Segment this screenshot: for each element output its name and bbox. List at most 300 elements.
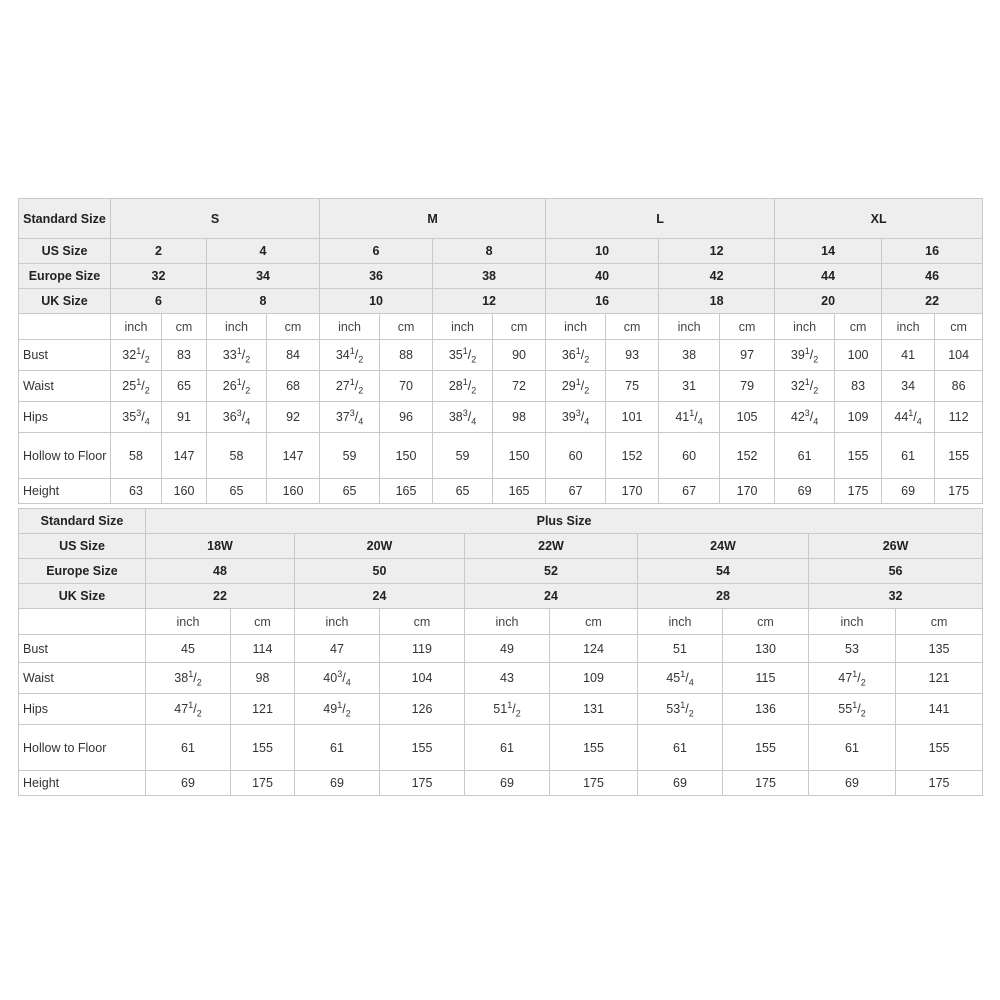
measurement-value: 150 bbox=[493, 433, 546, 479]
whole-part: 42 bbox=[790, 410, 805, 424]
fraction-slash: / bbox=[241, 410, 246, 424]
measurement-value: 175 bbox=[231, 771, 295, 796]
measurement-value: 69 bbox=[775, 479, 835, 504]
measurement-value bbox=[146, 694, 231, 725]
measurement-value: 155 bbox=[723, 725, 809, 771]
fraction-numerator: 1 bbox=[462, 376, 468, 387]
size-value: 22 bbox=[882, 289, 983, 314]
measurement-label: Height bbox=[19, 771, 146, 796]
fraction-denominator: 2 bbox=[471, 354, 477, 365]
measurement-value: 58 bbox=[207, 433, 267, 479]
size-value: 56 bbox=[809, 559, 983, 584]
unit-inch: inch bbox=[111, 314, 162, 340]
measurement-value: 65 bbox=[207, 479, 267, 504]
unit-inch: inch bbox=[638, 609, 723, 635]
fraction-slash: / bbox=[685, 702, 689, 716]
fraction-numerator: 1 bbox=[136, 376, 142, 387]
measurement-value: 69 bbox=[809, 771, 896, 796]
fraction-numerator: 3 bbox=[804, 407, 810, 418]
unit-cm: cm bbox=[723, 609, 809, 635]
fraction-denominator: 2 bbox=[471, 385, 477, 396]
measurement-value: 97 bbox=[720, 340, 775, 371]
fraction-numerator: 3 bbox=[136, 407, 142, 418]
measurement-value: 131 bbox=[550, 694, 638, 725]
fraction-numerator: 1 bbox=[236, 376, 242, 387]
fraction-numerator: 1 bbox=[908, 407, 914, 418]
size-row bbox=[19, 264, 983, 289]
fraction-denominator: 2 bbox=[144, 385, 150, 396]
size-value: 24 bbox=[295, 584, 465, 609]
fraction-slash: / bbox=[809, 348, 814, 362]
unit-cm: cm bbox=[835, 314, 882, 340]
measurement-value: 155 bbox=[835, 433, 882, 479]
measurement-value: 160 bbox=[267, 479, 320, 504]
fraction-numerator: 1 bbox=[575, 345, 581, 356]
measurement-value: 119 bbox=[380, 635, 465, 663]
measurement-value: 47 bbox=[295, 635, 380, 663]
fraction-numerator: 1 bbox=[349, 345, 355, 356]
whole-part: 36 bbox=[561, 348, 576, 362]
whole-part: 40 bbox=[323, 671, 338, 685]
measurement-value: 115 bbox=[723, 663, 809, 694]
fraction-denominator: 2 bbox=[196, 677, 202, 688]
measurement-value: 69 bbox=[882, 479, 935, 504]
measurement-value: 43 bbox=[465, 663, 550, 694]
unit-inch: inch bbox=[465, 609, 550, 635]
fraction-numerator: 1 bbox=[236, 345, 242, 356]
measurement-value: 155 bbox=[380, 725, 465, 771]
fraction-numerator: 1 bbox=[337, 699, 343, 710]
plus-size-header: Plus Size bbox=[146, 509, 983, 534]
fraction-denominator: 2 bbox=[358, 354, 364, 365]
measurement-value: 175 bbox=[723, 771, 809, 796]
measurement-value: 170 bbox=[720, 479, 775, 504]
fraction-slash: / bbox=[354, 410, 359, 424]
measurement-value: 175 bbox=[835, 479, 882, 504]
measurement-value: 96 bbox=[380, 402, 433, 433]
fraction-denominator: 2 bbox=[245, 354, 251, 365]
unit-cm: cm bbox=[380, 314, 433, 340]
fraction-denominator: 2 bbox=[860, 677, 866, 688]
fraction-denominator: 2 bbox=[196, 708, 202, 719]
whole-part: 34 bbox=[335, 348, 350, 362]
unit-inch: inch bbox=[146, 609, 231, 635]
measurement-value: 69 bbox=[295, 771, 380, 796]
measurement-value: 121 bbox=[896, 663, 983, 694]
size-value: 40 bbox=[546, 264, 659, 289]
unit-inch: inch bbox=[207, 314, 267, 340]
fraction-numerator: 3 bbox=[462, 407, 468, 418]
fraction-numerator: 3 bbox=[337, 668, 343, 679]
measurement-value bbox=[207, 371, 267, 402]
measurement-label: Bust bbox=[19, 340, 111, 371]
unit-cm: cm bbox=[550, 609, 638, 635]
measurement-label: Height bbox=[19, 479, 111, 504]
whole-part: 37 bbox=[335, 410, 350, 424]
whole-part: 39 bbox=[561, 410, 576, 424]
fraction-denominator: 2 bbox=[688, 708, 694, 719]
measurement-value bbox=[207, 402, 267, 433]
measurement-value: 65 bbox=[320, 479, 380, 504]
unit-inch: inch bbox=[433, 314, 493, 340]
measurement-value bbox=[433, 340, 493, 371]
fraction-slash: / bbox=[342, 671, 346, 685]
measurement-value bbox=[433, 371, 493, 402]
measurement-value bbox=[809, 694, 896, 725]
size-row-label: US Size bbox=[19, 239, 111, 264]
whole-part: 32 bbox=[122, 348, 137, 362]
measurement-value: 68 bbox=[267, 371, 320, 402]
measurement-value: 31 bbox=[659, 371, 720, 402]
fraction-denominator: 4 bbox=[144, 416, 150, 427]
fraction-denominator: 2 bbox=[584, 354, 590, 365]
measurement-value: 61 bbox=[882, 433, 935, 479]
measurement-value bbox=[809, 663, 896, 694]
size-value: 26W bbox=[809, 534, 983, 559]
measurement-value: 59 bbox=[320, 433, 380, 479]
fraction-denominator: 2 bbox=[245, 385, 251, 396]
unit-row-label bbox=[19, 314, 111, 340]
fraction-numerator: 1 bbox=[852, 699, 858, 710]
measurement-value: 61 bbox=[809, 725, 896, 771]
fraction-numerator: 1 bbox=[462, 345, 468, 356]
measurement-value: 124 bbox=[550, 635, 638, 663]
measurement-value: 98 bbox=[493, 402, 546, 433]
whole-part: 26 bbox=[222, 379, 237, 393]
measurement-value: 70 bbox=[380, 371, 433, 402]
size-value: 16 bbox=[546, 289, 659, 314]
size-value: 52 bbox=[465, 559, 638, 584]
size-value: 32 bbox=[809, 584, 983, 609]
measurement-value bbox=[433, 402, 493, 433]
fraction-numerator: 1 bbox=[136, 345, 142, 356]
measurement-value: 93 bbox=[606, 340, 659, 371]
size-value: 36 bbox=[320, 264, 433, 289]
measurement-value: 175 bbox=[935, 479, 983, 504]
unit-cm: cm bbox=[935, 314, 983, 340]
measurement-value bbox=[295, 694, 380, 725]
unit-cm: cm bbox=[267, 314, 320, 340]
size-value: 4 bbox=[207, 239, 320, 264]
fraction-numerator: 3 bbox=[349, 407, 355, 418]
size-value: 12 bbox=[659, 239, 775, 264]
measurement-value: 109 bbox=[550, 663, 638, 694]
whole-part: 38 bbox=[174, 671, 189, 685]
measurement-value: 41 bbox=[882, 340, 935, 371]
fraction-slash: / bbox=[580, 410, 585, 424]
size-chart-plus bbox=[18, 508, 983, 796]
measurement-value: 121 bbox=[231, 694, 295, 725]
measurement-value: 152 bbox=[720, 433, 775, 479]
fraction-slash: / bbox=[685, 671, 689, 685]
size-row bbox=[19, 584, 983, 609]
measurement-value: 45 bbox=[146, 635, 231, 663]
header-row bbox=[19, 199, 983, 239]
fraction-denominator: 4 bbox=[813, 416, 819, 427]
unit-cm: cm bbox=[720, 314, 775, 340]
measurement-value bbox=[320, 402, 380, 433]
size-value: 20W bbox=[295, 534, 465, 559]
measurement-value bbox=[659, 402, 720, 433]
measurement-value: 130 bbox=[723, 635, 809, 663]
measurement-value: 83 bbox=[162, 340, 207, 371]
unit-cm: cm bbox=[231, 609, 295, 635]
fraction-denominator: 2 bbox=[813, 385, 819, 396]
measurement-value: 60 bbox=[659, 433, 720, 479]
measurement-value: 175 bbox=[380, 771, 465, 796]
size-group-header: M bbox=[320, 199, 546, 239]
measurement-value bbox=[882, 402, 935, 433]
measurement-value: 61 bbox=[638, 725, 723, 771]
size-row-label: US Size bbox=[19, 534, 146, 559]
fraction-slash: / bbox=[512, 702, 516, 716]
size-group-header: L bbox=[546, 199, 775, 239]
measurement-row bbox=[19, 479, 983, 504]
measurement-value: 147 bbox=[162, 433, 207, 479]
fraction-denominator: 2 bbox=[584, 385, 590, 396]
unit-cm: cm bbox=[162, 314, 207, 340]
fraction-denominator: 2 bbox=[860, 708, 866, 719]
whole-part: 35 bbox=[448, 348, 463, 362]
measurement-value: 72 bbox=[493, 371, 546, 402]
unit-inch: inch bbox=[809, 609, 896, 635]
fraction-numerator: 1 bbox=[188, 699, 194, 710]
measurement-label: Hips bbox=[19, 694, 146, 725]
size-group-header: XL bbox=[775, 199, 983, 239]
size-row-label: Europe Size bbox=[19, 264, 111, 289]
size-row-label: Europe Size bbox=[19, 559, 146, 584]
size-value: 28 bbox=[638, 584, 809, 609]
measurement-label: Bust bbox=[19, 635, 146, 663]
whole-part: 25 bbox=[122, 379, 137, 393]
fraction-slash: / bbox=[354, 379, 359, 393]
measurement-value: 155 bbox=[550, 725, 638, 771]
size-value: 46 bbox=[882, 264, 983, 289]
fraction-slash: / bbox=[580, 348, 585, 362]
unit-row bbox=[19, 314, 983, 340]
measurement-value bbox=[111, 402, 162, 433]
measurement-value: 147 bbox=[267, 433, 320, 479]
fraction-slash: / bbox=[580, 379, 585, 393]
unit-row bbox=[19, 609, 983, 635]
measurement-value: 170 bbox=[606, 479, 659, 504]
size-value: 8 bbox=[433, 239, 546, 264]
measurement-row bbox=[19, 402, 983, 433]
size-value: 18 bbox=[659, 289, 775, 314]
measurement-value: 65 bbox=[433, 479, 493, 504]
measurement-row bbox=[19, 371, 983, 402]
measurement-value: 100 bbox=[835, 340, 882, 371]
size-value: 48 bbox=[146, 559, 295, 584]
whole-part: 41 bbox=[675, 410, 690, 424]
fraction-denominator: 4 bbox=[245, 416, 251, 427]
fraction-numerator: 1 bbox=[680, 699, 686, 710]
measurement-value: 83 bbox=[835, 371, 882, 402]
measurement-value: 61 bbox=[465, 725, 550, 771]
fraction-slash: / bbox=[141, 410, 145, 424]
measurement-label: Waist bbox=[19, 663, 146, 694]
fraction-denominator: 4 bbox=[345, 677, 351, 688]
size-value: 2 bbox=[111, 239, 207, 264]
measurement-value: 104 bbox=[935, 340, 983, 371]
measurement-value: 67 bbox=[659, 479, 720, 504]
size-value: 22W bbox=[465, 534, 638, 559]
whole-part: 27 bbox=[335, 379, 350, 393]
measurement-value: 67 bbox=[546, 479, 606, 504]
measurement-label: Waist bbox=[19, 371, 111, 402]
measurement-value: 90 bbox=[493, 340, 546, 371]
unit-cm: cm bbox=[380, 609, 465, 635]
size-value: 20 bbox=[775, 289, 882, 314]
measurement-value: 104 bbox=[380, 663, 465, 694]
measurement-value: 75 bbox=[606, 371, 659, 402]
measurement-value: 38 bbox=[659, 340, 720, 371]
size-value: 10 bbox=[320, 289, 433, 314]
whole-part: 47 bbox=[838, 671, 853, 685]
fraction-denominator: 2 bbox=[345, 708, 351, 719]
measurement-value bbox=[638, 663, 723, 694]
measurement-value: 136 bbox=[723, 694, 809, 725]
whole-part: 49 bbox=[323, 702, 338, 716]
fraction-denominator: 2 bbox=[515, 708, 521, 719]
fraction-denominator: 2 bbox=[358, 385, 364, 396]
measurement-value bbox=[465, 694, 550, 725]
measurement-value: 61 bbox=[775, 433, 835, 479]
measurement-value: 61 bbox=[295, 725, 380, 771]
measurement-row bbox=[19, 694, 983, 725]
measurement-value: 160 bbox=[162, 479, 207, 504]
measurement-value: 126 bbox=[380, 694, 465, 725]
measurement-value: 101 bbox=[606, 402, 659, 433]
size-value: 34 bbox=[207, 264, 320, 289]
fraction-numerator: 1 bbox=[680, 668, 686, 679]
measurement-value: 155 bbox=[231, 725, 295, 771]
unit-cm: cm bbox=[896, 609, 983, 635]
header-row bbox=[19, 509, 983, 534]
measurement-value: 88 bbox=[380, 340, 433, 371]
measurement-row bbox=[19, 433, 983, 479]
size-row-label: UK Size bbox=[19, 584, 146, 609]
measurement-value bbox=[638, 694, 723, 725]
fraction-slash: / bbox=[241, 379, 246, 393]
whole-part: 36 bbox=[222, 410, 237, 424]
size-row-label: UK Size bbox=[19, 289, 111, 314]
measurement-value: 98 bbox=[231, 663, 295, 694]
measurement-value: 34 bbox=[882, 371, 935, 402]
size-value: 22 bbox=[146, 584, 295, 609]
measurement-value: 109 bbox=[835, 402, 882, 433]
fraction-slash: / bbox=[193, 702, 197, 716]
measurement-row bbox=[19, 340, 983, 371]
unit-inch: inch bbox=[882, 314, 935, 340]
measurement-value bbox=[111, 340, 162, 371]
measurement-value: 152 bbox=[606, 433, 659, 479]
measurement-value bbox=[146, 663, 231, 694]
fraction-slash: / bbox=[857, 671, 861, 685]
whole-part: 29 bbox=[561, 379, 576, 393]
measurement-row bbox=[19, 725, 983, 771]
measurement-value: 175 bbox=[550, 771, 638, 796]
fraction-slash: / bbox=[467, 410, 472, 424]
measurement-value: 51 bbox=[638, 635, 723, 663]
measurement-value: 60 bbox=[546, 433, 606, 479]
size-value: 8 bbox=[207, 289, 320, 314]
fraction-numerator: 1 bbox=[804, 376, 810, 387]
fraction-numerator: 1 bbox=[349, 376, 355, 387]
whole-part: 35 bbox=[122, 410, 137, 424]
measurement-value: 175 bbox=[896, 771, 983, 796]
fraction-slash: / bbox=[141, 348, 145, 362]
measurement-value: 92 bbox=[267, 402, 320, 433]
measurement-value: 69 bbox=[465, 771, 550, 796]
fraction-denominator: 4 bbox=[697, 416, 703, 427]
fraction-slash: / bbox=[809, 410, 814, 424]
fraction-slash: / bbox=[354, 348, 359, 362]
measurement-label: Hollow to Floor bbox=[19, 725, 146, 771]
size-row bbox=[19, 534, 983, 559]
size-row bbox=[19, 559, 983, 584]
fraction-slash: / bbox=[141, 379, 145, 393]
size-value: 24 bbox=[465, 584, 638, 609]
measurement-value: 79 bbox=[720, 371, 775, 402]
measurement-value: 61 bbox=[146, 725, 231, 771]
unit-inch: inch bbox=[295, 609, 380, 635]
measurement-value bbox=[775, 402, 835, 433]
whole-part: 32 bbox=[790, 379, 805, 393]
measurement-value: 165 bbox=[493, 479, 546, 504]
size-value: 12 bbox=[433, 289, 546, 314]
measurement-value bbox=[320, 371, 380, 402]
measurement-value: 49 bbox=[465, 635, 550, 663]
measurement-value: 105 bbox=[720, 402, 775, 433]
fraction-denominator: 4 bbox=[471, 416, 477, 427]
fraction-denominator: 2 bbox=[813, 354, 819, 365]
fraction-denominator: 4 bbox=[358, 416, 364, 427]
unit-inch: inch bbox=[546, 314, 606, 340]
fraction-slash: / bbox=[694, 410, 698, 424]
fraction-slash: / bbox=[193, 671, 197, 685]
measurement-value bbox=[546, 340, 606, 371]
measurement-value: 65 bbox=[162, 371, 207, 402]
measurement-value bbox=[207, 340, 267, 371]
size-value: 6 bbox=[111, 289, 207, 314]
fraction-numerator: 1 bbox=[575, 376, 581, 387]
whole-part: 33 bbox=[222, 348, 237, 362]
measurement-value: 84 bbox=[267, 340, 320, 371]
unit-inch: inch bbox=[320, 314, 380, 340]
fraction-slash: / bbox=[809, 379, 814, 393]
measurement-value bbox=[295, 663, 380, 694]
size-value: 24W bbox=[638, 534, 809, 559]
size-row bbox=[19, 289, 983, 314]
unit-inch: inch bbox=[659, 314, 720, 340]
size-value: 14 bbox=[775, 239, 882, 264]
fraction-slash: / bbox=[467, 379, 472, 393]
fraction-denominator: 4 bbox=[584, 416, 590, 427]
measurement-value: 63 bbox=[111, 479, 162, 504]
fraction-slash: / bbox=[857, 702, 861, 716]
whole-part: 53 bbox=[666, 702, 681, 716]
fraction-numerator: 3 bbox=[236, 407, 242, 418]
measurement-value: 58 bbox=[111, 433, 162, 479]
size-value: 16 bbox=[882, 239, 983, 264]
measurement-value bbox=[546, 402, 606, 433]
measurement-value: 155 bbox=[896, 725, 983, 771]
size-group-header: S bbox=[111, 199, 320, 239]
size-value: 18W bbox=[146, 534, 295, 559]
measurement-value: 69 bbox=[638, 771, 723, 796]
size-value: 50 bbox=[295, 559, 465, 584]
